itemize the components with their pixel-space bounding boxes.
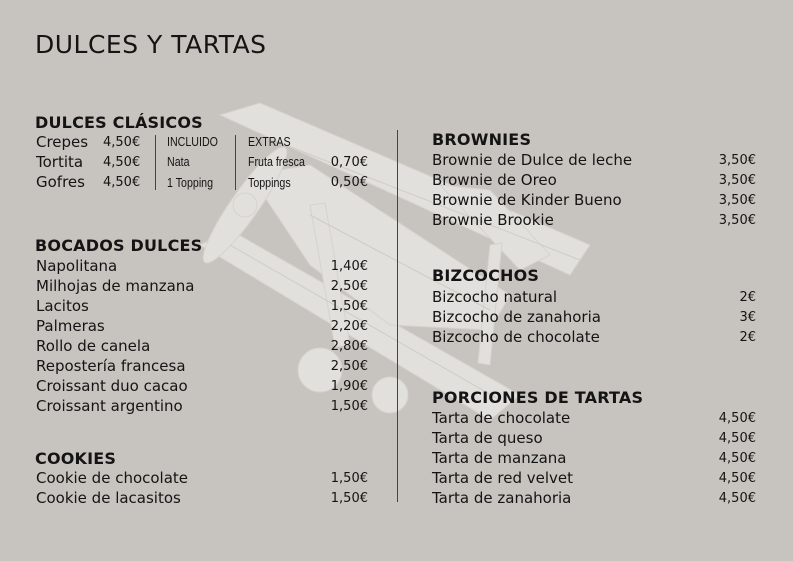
menu-item-name: Rollo de canela: [36, 337, 151, 355]
menu-item-name: Milhojas de manzana: [36, 277, 195, 295]
menu-item-price: 1,50€: [330, 491, 368, 506]
extras-item-name: Toppings: [248, 175, 291, 190]
menu-item-price: 1,50€: [330, 399, 368, 414]
menu-item-name: Bizcocho de chocolate: [432, 328, 600, 346]
menu-item-price: 1,50€: [330, 299, 368, 314]
menu-item-price: 2€: [739, 330, 756, 345]
menu-item-name: Tarta de chocolate: [432, 409, 571, 427]
menu-item-price: 1,50€: [330, 471, 368, 486]
menu-item-price: 4,50€: [718, 431, 756, 446]
menu-item-price: 4,50€: [718, 491, 756, 506]
menu-item-name: Bizcocho de zanahoria: [432, 308, 601, 326]
extras-item-price: 0,50€: [330, 175, 368, 190]
extras-heading: EXTRAS: [248, 134, 291, 149]
section-heading-dulces-clasicos: DULCES CLÁSICOS: [35, 113, 203, 132]
section-heading-porciones-de-tartas: PORCIONES DE TARTAS: [432, 388, 644, 407]
menu-item-name: Tarta de zanahoria: [432, 489, 572, 507]
menu-item-name: Tarta de queso: [432, 429, 543, 447]
menu-item-name: Lacitos: [36, 297, 89, 315]
section-heading-bizcochos: BIZCOCHOS: [432, 266, 540, 285]
column-divider: [235, 135, 236, 190]
menu-item-name: Cookie de lacasitos: [36, 489, 181, 507]
extras-item-price: 0,70€: [330, 155, 368, 170]
menu-item-name: Napolitana: [36, 257, 118, 275]
menu-item-price: 3,50€: [718, 213, 756, 228]
menu-item-price: 2,80€: [330, 339, 368, 354]
section-heading-bocados-dulces: BOCADOS DULCES: [35, 236, 203, 255]
incluido-item: 1 Topping: [167, 175, 214, 190]
menu-item-price: 2,50€: [330, 279, 368, 294]
menu-item-price: 2,50€: [330, 359, 368, 374]
menu-item-price: 4,50€: [103, 135, 141, 150]
menu-item-name: Croissant argentino: [36, 397, 183, 415]
menu-item-price: 1,40€: [330, 259, 368, 274]
menu-item-name: Tortita: [36, 153, 84, 171]
menu-item-name: Gofres: [36, 173, 85, 191]
menu-item-name: Repostería francesa: [36, 357, 186, 375]
menu-item-price: 2,20€: [330, 319, 368, 334]
section-heading-brownies: BROWNIES: [432, 130, 532, 149]
menu-item-name: Cookie de chocolate: [36, 469, 189, 487]
menu-item-price: 4,50€: [103, 175, 141, 190]
center-divider: [397, 130, 398, 502]
menu-item-price: 3€: [739, 310, 756, 325]
menu-item-name: Brownie de Oreo: [432, 171, 557, 189]
column-divider: [155, 135, 156, 190]
section-heading-cookies: COOKIES: [35, 449, 117, 468]
menu-item-name: Brownie Brookie: [432, 211, 554, 229]
page-title: DULCES Y TARTAS: [35, 30, 267, 59]
menu-item-price: 2€: [739, 290, 756, 305]
menu-item-price: 1,90€: [330, 379, 368, 394]
menu-item-price: 4,50€: [718, 471, 756, 486]
incluido-heading: INCLUIDO: [167, 134, 218, 149]
menu-item-name: Croissant duo cacao: [36, 377, 188, 395]
menu-item-name: Brownie de Dulce de leche: [432, 151, 633, 169]
menu-item-name: Tarta de red velvet: [432, 469, 574, 487]
menu-item-price: 3,50€: [718, 193, 756, 208]
menu-item-name: Palmeras: [36, 317, 105, 335]
incluido-item: Nata: [167, 154, 190, 169]
menu-item-name: Tarta de manzana: [432, 449, 567, 467]
menu-item-name: Brownie de Kinder Bueno: [432, 191, 622, 209]
menu-item-price: 3,50€: [718, 153, 756, 168]
menu-item-price: 4,50€: [103, 155, 141, 170]
menu-item-name: Bizcocho natural: [432, 288, 558, 306]
menu-item-price: 3,50€: [718, 173, 756, 188]
menu-item-name: Crepes: [36, 133, 89, 151]
menu-item-price: 4,50€: [718, 451, 756, 466]
extras-item-name: Fruta fresca: [248, 154, 305, 169]
menu-item-price: 4,50€: [718, 411, 756, 426]
